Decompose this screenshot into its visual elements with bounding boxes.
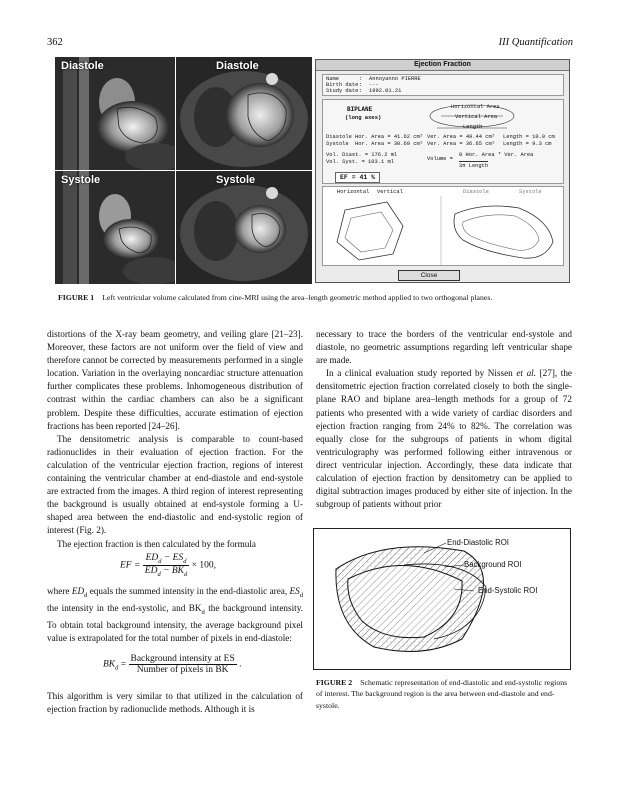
vol-diastole: Vol. Diast. = 176.2 ml bbox=[326, 152, 398, 158]
eq-numerator: $ED_d - ES_d$ bbox=[143, 553, 189, 566]
figure-1 bbox=[55, 55, 570, 287]
mode-subtitle: (long axes) bbox=[345, 114, 382, 121]
legend-diastole: Diastole bbox=[463, 189, 489, 195]
paragraph: In a clinical evaluation study reported by Nissen et al. [27], the densitometric ejection fraction correlated closely to both the single-plane RAO and biplane area–length methods for a group of 72 patients who presented with a wide variety of cardiac disorders and ejection fraction ranging from 24% to 82%. The correlation was equally close for the subgroups of patients in whom digital ventriculography was performed following either intravenous or direct ventricular injection. Accordingly, these data indicate that calculation of ejection fraction by densitometry can be applied to digital subtraction images produced by either site of injection. In the subgroup of patients without prior bbox=[316, 368, 572, 510]
eq-denominator: Number of pixels in BK bbox=[136, 665, 229, 675]
mri-image bbox=[55, 171, 175, 284]
paragraph: The densitometric analysis is comparable to count-based radionuclides in their evaluation of ejection fraction. For the calculation of the ventricular ejection fraction, regions of interest containing the ventricular chamber at end-diastole and end-systole are extracted from the images. A third region of interest representing the background is usually obtained at end-systole forming a U-shaped area between the end-diastolic and end-systolic region of interest (Fig. 2). bbox=[47, 433, 303, 536]
diagram-vertical-label: Vertical Area bbox=[455, 114, 498, 120]
caption-text: Left ventricular volume calculated from cine-MRI using the area–length geometric method applied to two orthogonal planes. bbox=[102, 293, 493, 302]
mri-image bbox=[176, 171, 312, 284]
caption-text: Schematic representation of end-diastolic and end-systolic regions of interest. The background region is the area between end-diastole and end-systole. bbox=[316, 678, 568, 710]
panel-label: Systole bbox=[61, 174, 101, 186]
equation-ef bbox=[120, 553, 216, 578]
patient-info-box bbox=[322, 74, 564, 96]
running-header: III Quantification bbox=[498, 37, 573, 48]
eq-fraction bbox=[129, 654, 237, 675]
roi-diagram bbox=[314, 529, 570, 669]
left-column-cont bbox=[47, 585, 303, 645]
left-column bbox=[47, 328, 303, 551]
mri-panel-systole-axial bbox=[176, 171, 312, 284]
diagram-horizontal-label: Horizontal Area bbox=[451, 104, 500, 110]
vol-systole: Vol. Syst. = 103.1 ml bbox=[326, 159, 394, 165]
paragraph: The ejection fraction is then calculated by the formula bbox=[57, 538, 256, 549]
mri-panel-diastole-sagittal bbox=[55, 57, 175, 170]
paragraph: distortions of the X-ray beam geometry, and veiling glare [21–23]. Moreover, these factors are not uniform over the field of view and therefore cannot be corrected by measurements performed in a single location. Variation in the overlaying noncardiac structure attenuation further complicates these problems. Inhomogeneous distribution of contrast within the cardiac chambers can also be a significant problem. Despite these difficulties, accurate estimation of ejection fractions has been reported [24–26]. bbox=[47, 329, 303, 431]
ef-result: EF = 41 % bbox=[335, 172, 380, 183]
eq-tail: × 100, bbox=[191, 560, 216, 571]
row-hor-area: Hor. Area = 41.62 cm² bbox=[355, 134, 423, 140]
patient-sep: : bbox=[359, 88, 363, 94]
right-column bbox=[316, 328, 572, 511]
patient-value: --- bbox=[369, 82, 379, 88]
patient-value: 1992.01.21 bbox=[369, 88, 402, 94]
figure-2 bbox=[313, 528, 571, 670]
patient-key: Study date bbox=[326, 88, 359, 94]
close-button[interactable]: Close bbox=[398, 270, 460, 281]
mri-image bbox=[55, 57, 175, 170]
paragraph: necessary to trace the borders of the ventricular end-systole and diastole, no geometric assumptions regarding left ventricular shape are made. bbox=[316, 329, 572, 366]
patient-sep: : bbox=[359, 76, 363, 82]
volume-label: Volume = bbox=[427, 156, 453, 162]
contour-plots bbox=[323, 196, 565, 266]
label-end-diastolic-roi: End-Diastolic ROI bbox=[447, 538, 509, 547]
mri-image bbox=[176, 57, 312, 170]
eq-denominator: $ED_d - BK_d$ bbox=[144, 565, 188, 578]
measurement-box bbox=[322, 99, 564, 184]
label-end-systolic-roi: End-Systolic ROI bbox=[478, 586, 538, 595]
patient-sep: : bbox=[359, 82, 363, 88]
eq-numerator: Background intensity at ES bbox=[130, 654, 235, 664]
eq-fraction bbox=[143, 553, 189, 578]
caption-label: FIGURE 2 bbox=[316, 678, 353, 687]
panel-label: Diastole bbox=[61, 60, 104, 72]
volume-formula-num: 8 Hor. Area * Ver. Area bbox=[459, 152, 534, 158]
mode-title: BIPLANE bbox=[347, 106, 373, 113]
row-ver-area: Ver. Area = 36.65 cm² bbox=[427, 141, 495, 147]
volume-formula-den: 3π Length bbox=[459, 163, 489, 169]
patient-key: Name bbox=[326, 76, 339, 82]
patient-key: Birth date bbox=[326, 82, 359, 88]
paragraph: This algorithm is very similar to that utilized in the calculation of ejection fraction by radionuclide methods. Although it is bbox=[47, 691, 303, 715]
row-phase: Systole bbox=[326, 141, 349, 147]
row-ver-area: Ver. Area = 49.44 cm² bbox=[427, 134, 495, 140]
legend-vertical: Vertical bbox=[377, 189, 403, 195]
paragraph: where $ED_d$ equals the summed intensity in the end-diastolic area, $ES_d$ the intensity in the end-systolic, and $BK_d$ the background intensity. To obtain total background intensity, the average background pixel value is extrapolated for the total number of pixels in end-diastole: bbox=[47, 586, 304, 643]
legend-horizontal: Horizontal bbox=[337, 189, 370, 195]
left-column-end bbox=[47, 690, 303, 716]
figure-2-caption bbox=[316, 677, 572, 711]
dialog-title: Ejection Fraction bbox=[316, 60, 569, 71]
eq-lhs: EF = bbox=[120, 560, 141, 571]
panel-label: Diastole bbox=[216, 60, 259, 72]
legend-systole: Systole bbox=[519, 189, 542, 195]
contour-box bbox=[322, 186, 564, 266]
row-hor-area: Hor. Area = 30.69 cm² bbox=[355, 141, 423, 147]
diagram-length-label: Length bbox=[463, 124, 483, 130]
page-number: 362 bbox=[47, 37, 63, 48]
equation-bk: $BK_d$ = $\frac{\text{Background intensity at ES}}{\text{Number of pixels in BK}}$ . bbox=[103, 654, 242, 675]
row-length: Length = 10.0 cm bbox=[503, 134, 555, 140]
caption-label: FIGURE 1 bbox=[58, 293, 95, 302]
ejection-fraction-dialog bbox=[315, 59, 570, 283]
patient-value: Annoyanno PIERRE bbox=[369, 76, 421, 82]
row-length: Length = 9.3 cm bbox=[503, 141, 552, 147]
row-phase: Diastole bbox=[326, 134, 352, 140]
label-background-roi: Background ROI bbox=[464, 560, 522, 569]
panel-label: Systole bbox=[216, 174, 256, 186]
mri-panel-diastole-axial bbox=[176, 57, 312, 170]
figure-1-caption bbox=[58, 293, 588, 302]
mri-panel-systole-sagittal bbox=[55, 171, 175, 284]
